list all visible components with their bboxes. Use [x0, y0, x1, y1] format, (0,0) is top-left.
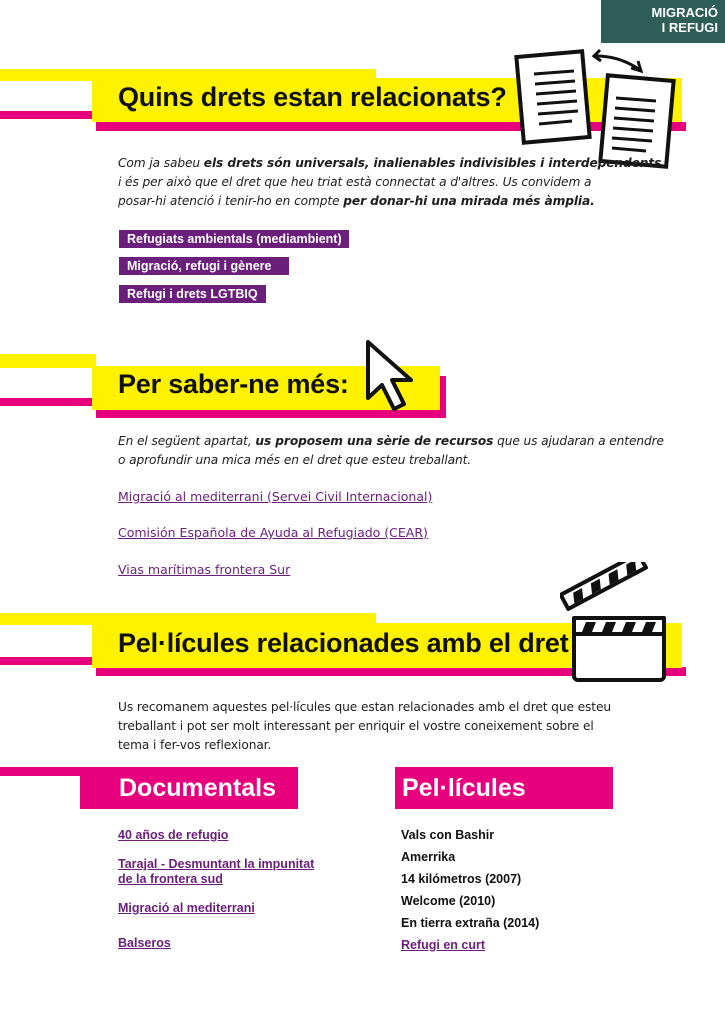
films-paragraph-line: Us recomanem aquestes pel·lícules que estan relacionades amb el dret que esteu: [118, 700, 611, 714]
subhead-accent-bar: [0, 767, 80, 776]
documentary-link[interactable]: 40 años de refugio: [118, 828, 229, 842]
resource-link-cear[interactable]: Comisión Española de Ayuda al Refugiado (CEAR): [118, 525, 428, 540]
documentaries-heading: Documentals: [80, 767, 298, 809]
topic-tag-line2: I REFUGI: [661, 20, 718, 35]
documentary-link[interactable]: Migració al mediterrani: [118, 901, 255, 915]
intro-paragraph-line: posar-hi atenció i tenir-ho en compte per donar-hi una mirada més àmplia.: [118, 194, 595, 208]
related-right-chip[interactable]: Refugi i drets LGTBIQ: [119, 285, 266, 303]
clapperboard-icon: [560, 562, 672, 686]
film-title: Welcome (2010): [401, 894, 496, 908]
cursor-arrow-icon: [362, 338, 418, 414]
documentary-link[interactable]: de la frontera sud: [118, 872, 223, 886]
resource-link-mediterrani[interactable]: Migració al mediterrani (Servei Civil Internacional): [118, 489, 433, 504]
film-title: Amerrika: [401, 850, 456, 864]
heading-accent-bar: [0, 657, 92, 665]
topic-tag: [601, 0, 725, 43]
intro-paragraph-line: Com ja sabeu els drets són universals, inalienables indivisibles i interdependents,: [118, 156, 666, 170]
documentary-link[interactable]: Balseros: [118, 936, 171, 950]
topic-tag-line1: MIGRACIÓ: [651, 5, 718, 20]
heading-accent-bar: [0, 398, 92, 406]
resources-paragraph-line: o aprofundir una mica més en el dret que esteu treballant.: [118, 453, 472, 467]
heading-accent-bar: [0, 111, 92, 119]
film-title: Vals con Bashir: [401, 828, 495, 842]
section-title-learn-more: Per saber-ne més:: [118, 369, 349, 399]
films-paragraph-line: treballant i pot ser molt interessant per enriquir el vostre coneixement sobre el: [118, 719, 594, 733]
section-title-related-films: Pel·lícules relacionades amb el dret: [118, 628, 569, 658]
films-heading: Pel·lícules: [395, 767, 613, 809]
films-paragraph-line: tema i fer-vos reflexionar.: [118, 738, 272, 752]
section-title-related-rights: Quins drets estan relacionats?: [118, 82, 507, 112]
intro-paragraph-line: i és per això que el dret que heu triat està connectat a d'altres. Us convidem a: [118, 175, 592, 189]
film-title: 14 kilómetros (2007): [401, 872, 522, 886]
related-right-chip[interactable]: Refugiats ambientals (mediambient): [119, 230, 349, 248]
film-title: En tierra extraña (2014): [401, 916, 540, 930]
documentary-link[interactable]: Tarajal - Desmuntant la impunitat: [118, 857, 315, 871]
film-link-refugi-en-curt[interactable]: Refugi en curt: [401, 938, 486, 952]
resource-link-vias-maritimas[interactable]: Vias marítimas frontera Sur: [118, 562, 291, 577]
heading-accent-bar: [0, 354, 96, 368]
related-right-chip[interactable]: Migració, refugi i gènere: [119, 257, 289, 275]
resources-paragraph-line: En el següent apartat, us proposem una sèrie de recursos que us ajudaran a entendre: [118, 434, 664, 448]
